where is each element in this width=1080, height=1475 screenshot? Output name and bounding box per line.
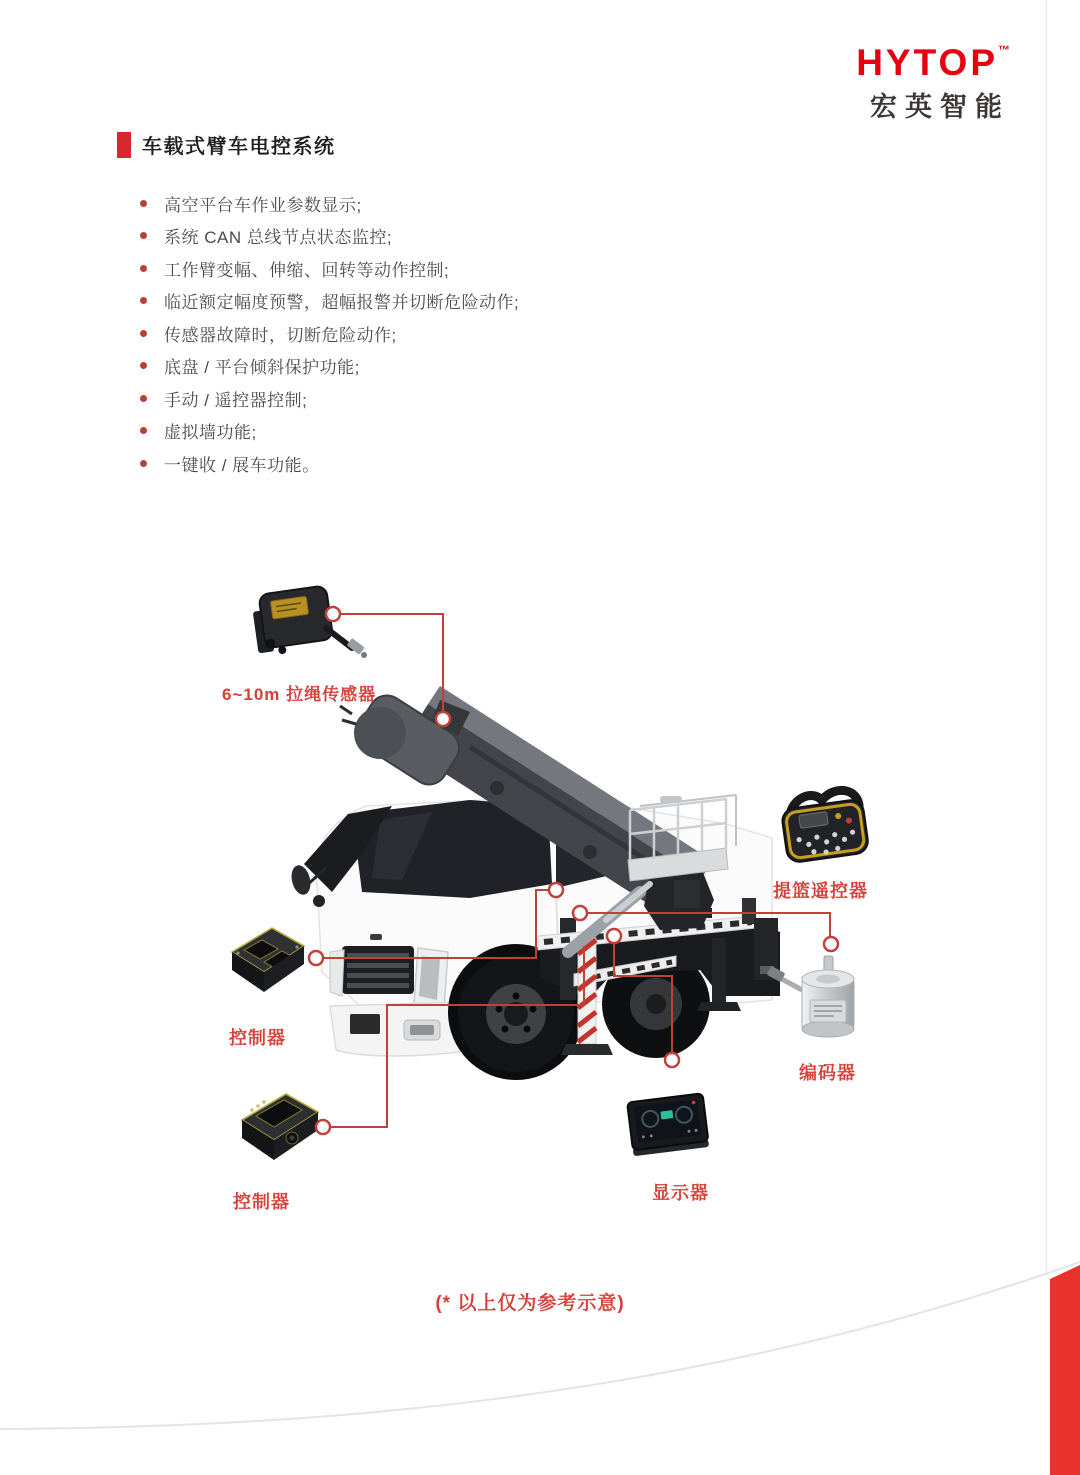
feature-item <box>140 285 519 318</box>
ring-rope-sensor <box>326 607 340 621</box>
feature-item <box>140 350 519 383</box>
section-title: 车载式臂车电控系统 <box>142 136 336 158</box>
display-label: 显示器 <box>652 1183 709 1203</box>
feature-item <box>140 187 519 220</box>
truck-illustration <box>289 686 780 1080</box>
bullet-dot <box>140 330 147 337</box>
feature-item <box>140 252 519 285</box>
feature-text: 手动 / 遥控器控制; <box>164 390 308 410</box>
ring-bed-anchor-2 <box>607 929 621 943</box>
controller-lower-device <box>242 1094 318 1160</box>
feature-text: 传感器故障时，切断危险动作; <box>164 325 397 345</box>
controller-upper-label: 控制器 <box>229 1028 286 1048</box>
rope-sensor-label: 6~10m 拉绳传感器 <box>222 685 377 704</box>
feature-item <box>140 220 519 253</box>
basket-remote-label: 提篮遥控器 <box>773 881 868 901</box>
basket-remote-device <box>779 788 869 864</box>
feature-item <box>140 447 519 480</box>
bullet-dot <box>140 395 147 402</box>
bullet-dot <box>140 297 147 304</box>
bullet-dot <box>140 362 147 369</box>
feature-item <box>140 317 519 350</box>
trademark-symbol: ™ <box>998 43 1010 57</box>
feature-text: 临近额定幅度预警，超幅报警并切断危险动作; <box>164 293 520 313</box>
feature-text: 工作臂变幅、伸缩、回转等动作控制; <box>164 260 450 280</box>
rope-sensor-device <box>251 585 335 657</box>
feature-text: 一键收 / 展车功能。 <box>164 455 320 475</box>
feature-item <box>140 415 519 448</box>
ring-controller-lower <box>316 1120 330 1134</box>
feature-text: 高空平台车作业参数显示; <box>164 195 362 215</box>
display-device <box>627 1093 709 1156</box>
bullet-dot <box>140 232 147 239</box>
bullet-dot <box>140 200 147 207</box>
corner-red-wedge <box>1050 1265 1080 1475</box>
feature-list <box>140 187 519 480</box>
feature-text: 虚拟墙功能; <box>164 423 257 443</box>
brand-company-name: 宏英智能 <box>870 92 1010 122</box>
feature-text: 底盘 / 平台倾斜保护功能; <box>164 358 360 378</box>
feature-item <box>140 382 519 415</box>
section-header <box>117 130 336 159</box>
encoder-label: 编码器 <box>799 1063 856 1083</box>
section-title-marker <box>117 132 131 158</box>
ring-bed-anchor <box>573 906 587 920</box>
controller-lower-label: 控制器 <box>233 1192 290 1212</box>
brand-logo <box>856 44 1010 124</box>
bullet-dot <box>140 427 147 434</box>
ring-boom-base-anchor <box>549 883 563 897</box>
bullet-dot <box>140 460 147 467</box>
footer-note: (* 以上仅为参考示意) <box>435 1293 625 1314</box>
brand-name: HYTOP <box>856 42 998 83</box>
controller-upper-device <box>232 928 304 992</box>
brand-wordmark <box>856 44 1010 81</box>
ring-encoder <box>824 937 838 951</box>
ring-display <box>665 1053 679 1067</box>
feature-text: 系统 CAN 总线节点状态监控; <box>164 228 393 248</box>
bullet-dot <box>140 265 147 272</box>
ring-controller-upper <box>309 951 323 965</box>
ring-boom-anchor <box>436 712 450 726</box>
